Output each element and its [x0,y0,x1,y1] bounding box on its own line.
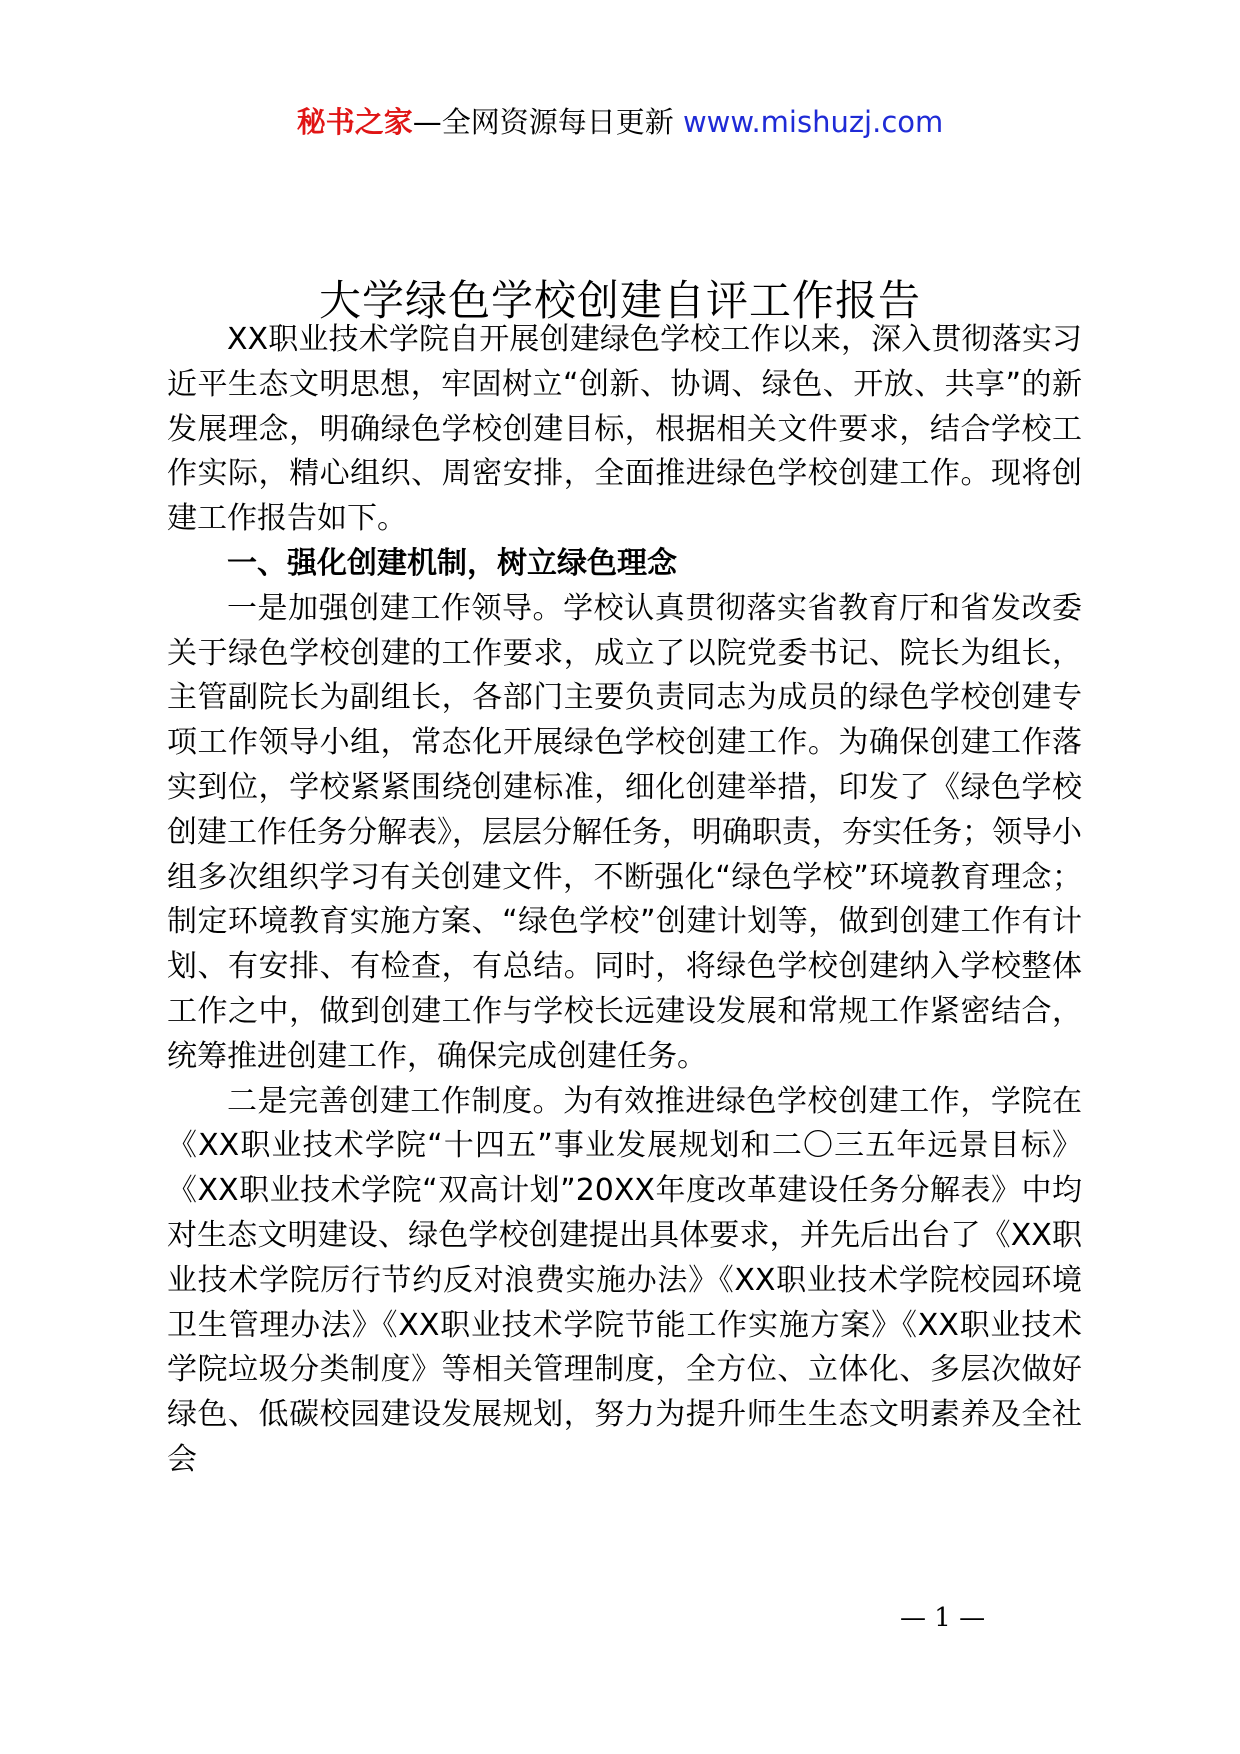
brand-name: 秘书之家 [296,105,413,139]
body-paragraph: 二是完善创建工作制度。为有效推进绿色学校创建工作，学院在《XX职业技术学院“十四五”事业发展规划和二〇三五年远景目标》《XX职业技术学院“双高计划”20XX年度改革建设任务分解表》中均对生态文明建设、绿色学校创建提出具体要求，并先后出台了《XX职业技术学院厉行节约反对浪费实施办法》《XX职业技术学院校园环境卫生管理办法》《XX职业技术学院节能工作实施方案》《XX职业技术学院垃圾分类制度》等相关管理制度，全方位、立体化、多层次做好绿色、低碳校园建设发展规划，努力为提升师生生态文明素养及全社会 [167,1083,1082,1477]
body-paragraph: 一是加强创建工作领导。学校认真贯彻落实省教育厅和省发改委关于绿色学校创建的工作要求，成立了以院党委书记、院长为组长，主管副院长为副组长，各部门主要负责同志为成员的绿色学校创建专项工作领导小组，常态化开展绿色学校创建工作。为确保创建工作落实到位，学校紧紧围绕创建标准，细化创建举措，印发了《绿色学校创建工作任务分解表》，层层分解任务，明确职责，夯实任务；领导小组多次组织学习有关创建文件，不断强化“绿色学校”环境教育理念；制定环境教育实施方案、“绿色学校”创建计划等，做到创建工作有计划、有安排、有检查，有总结。同时，将绿色学校创建纳入学校整体工作之中，做到创建工作与学校长远建设发展和常规工作紧密结合，统筹推进创建工作，确保完成创建任务。 [167,590,1082,1074]
site-banner [0,102,1240,142]
banner-tagline: —全网资源每日更新 [412,105,683,139]
intro-paragraph: XX职业技术学院自开展创建绿色学校工作以来，深入贯彻落实习近平生态文明思想，牢固树立“创新、协调、绿色、开放、共享”的新发展理念，明确绿色学校创建目标，根据相关文件要求，结合学校工作实际，精心组织、周密安排，全面推进绿色学校创建工作。现将创建工作报告如下。 [167,322,1082,537]
document-title: 大学绿色学校创建自评工作报告 [318,276,921,326]
page-number: — 1 — [900,1603,986,1633]
section-heading: 一、强化创建机制，树立绿色理念 [227,545,677,581]
document-body [167,318,1082,1483]
site-url-link[interactable]: www.mishuzj.com [682,105,944,139]
